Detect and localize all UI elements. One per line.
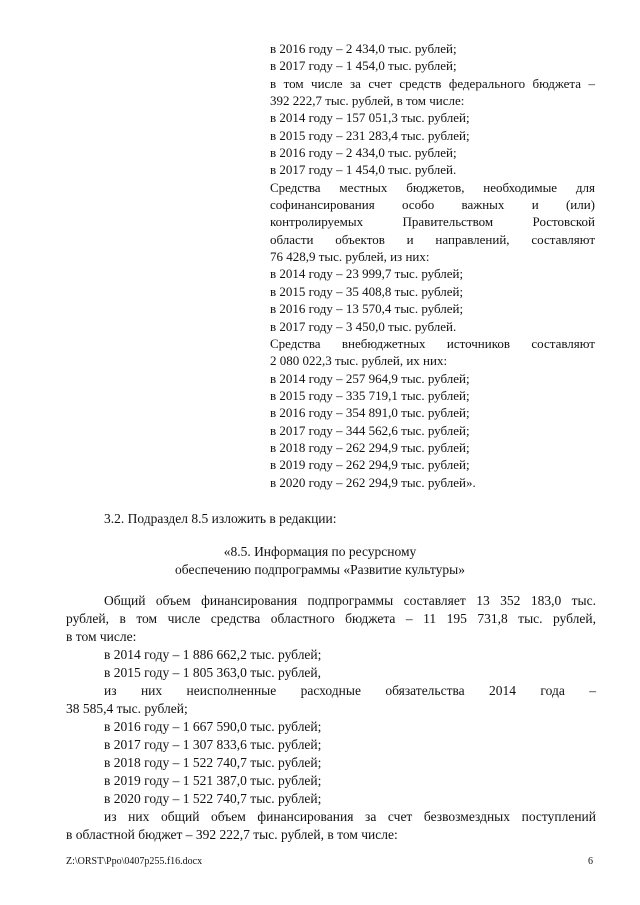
column-line: в 2016 году – 2 434,0 тыс. рублей;	[270, 145, 457, 161]
section-body	[66, 592, 596, 844]
column-line: в 2017 году – 344 562,6 тыс. рублей;	[270, 422, 470, 438]
column-line: в 2015 году – 231 283,4 тыс. рублей;	[270, 127, 470, 143]
column-line: в 2016 году – 13 570,4 тыс. рублей;	[270, 301, 464, 317]
subsection-instruction: 3.2. Подраздел 8.5 изложить в редакции:	[104, 511, 337, 526]
column-line: 76 428,9 тыс. рублей, из них:	[270, 249, 430, 265]
column-line: в 2017 году – 3 450,0 тыс. рублей.	[270, 318, 457, 334]
body-line: из них неисполненные расходные обязательства 2014 года –	[104, 683, 596, 698]
section-heading-line-2: обеспечению подпрограммы «Развитие культуры»	[175, 562, 465, 577]
column-line: в 2016 году – 354 891,0 тыс. рублей;	[270, 405, 470, 421]
year-line-2015: в 2015 году – 1 805 363,0 тыс. рублей,	[104, 665, 322, 680]
column-line: в 2017 году – 1 454,0 тыс. рублей;	[270, 58, 457, 74]
body-line: в том числе:	[66, 629, 137, 644]
column-line: в 2015 году – 335 719,1 тыс. рублей;	[270, 387, 470, 403]
column-line: области объектов и направлений, составляют	[270, 231, 595, 247]
column-line: в 2016 году – 2 434,0 тыс. рублей;	[270, 41, 457, 56]
year-line-2020: в 2020 году – 1 522 740,7 тыс. рублей;	[104, 791, 322, 806]
year-line-2019: в 2019 году – 1 521 387,0 тыс. рублей;	[104, 773, 322, 788]
section-heading-line-1: «8.5. Информация по ресурсному	[223, 544, 417, 559]
year-line-2017: в 2017 году – 1 307 833,6 тыс. рублей;	[104, 737, 322, 752]
year-line-2016: в 2016 году – 1 667 590,0 тыс. рублей;	[104, 719, 322, 734]
column-line: в 2015 году – 35 408,8 тыс. рублей;	[270, 283, 464, 299]
column-line: в том числе за счет средств федерального бюджета –	[270, 75, 595, 91]
body-line: в областной бюджет – 392 222,7 тыс. рублей, в том числе:	[66, 827, 398, 842]
column-line: Средства внебюджетных источников составляют	[270, 335, 595, 351]
right-column-text	[270, 40, 595, 491]
body-line: рублей, в том числе средства областного бюджета – 11 195 731,8 тыс. рублей,	[66, 611, 596, 626]
column-line: в 2019 году – 262 294,9 тыс. рублей;	[270, 457, 470, 473]
column-line: софинансирования особо важных и (или)	[270, 197, 595, 213]
year-line-2014: в 2014 году – 1 886 662,2 тыс. рублей;	[104, 647, 322, 662]
body-line: Общий объем финансирования подпрограммы составляет 13 352 183,0 тыс.	[104, 593, 596, 608]
column-line: в 2018 году – 262 294,9 тыс. рублей;	[270, 439, 470, 455]
column-line: в 2014 году – 23 999,7 тыс. рублей;	[270, 266, 464, 282]
column-line: 2 080 022,3 тыс. рублей, их них:	[270, 353, 448, 369]
column-line: в 2014 году – 157 051,3 тыс. рублей;	[270, 110, 470, 126]
body-line: 38 585,4 тыс. рублей;	[66, 701, 188, 716]
column-line: в 2020 году – 262 294,9 тыс. рублей».	[270, 474, 476, 490]
column-line: Средства местных бюджетов, необходимые для	[270, 179, 595, 195]
column-line: в 2014 году – 257 964,9 тыс. рублей;	[270, 370, 470, 386]
column-line: в 2017 году – 1 454,0 тыс. рублей.	[270, 162, 457, 178]
page-number: 6	[588, 856, 593, 867]
year-line-2018: в 2018 году – 1 522 740,7 тыс. рублей;	[104, 755, 322, 770]
body-line: из них общий объем финансирования за счет безвозмездных поступлений	[104, 809, 596, 824]
footer-file-path: Z:\ORST\Ppo\0407p255.f16.docx	[66, 856, 203, 867]
column-line: контролируемых Правительством Ростовской	[270, 214, 595, 230]
column-line: 392 222,7 тыс. рублей, в том числе:	[270, 93, 465, 109]
